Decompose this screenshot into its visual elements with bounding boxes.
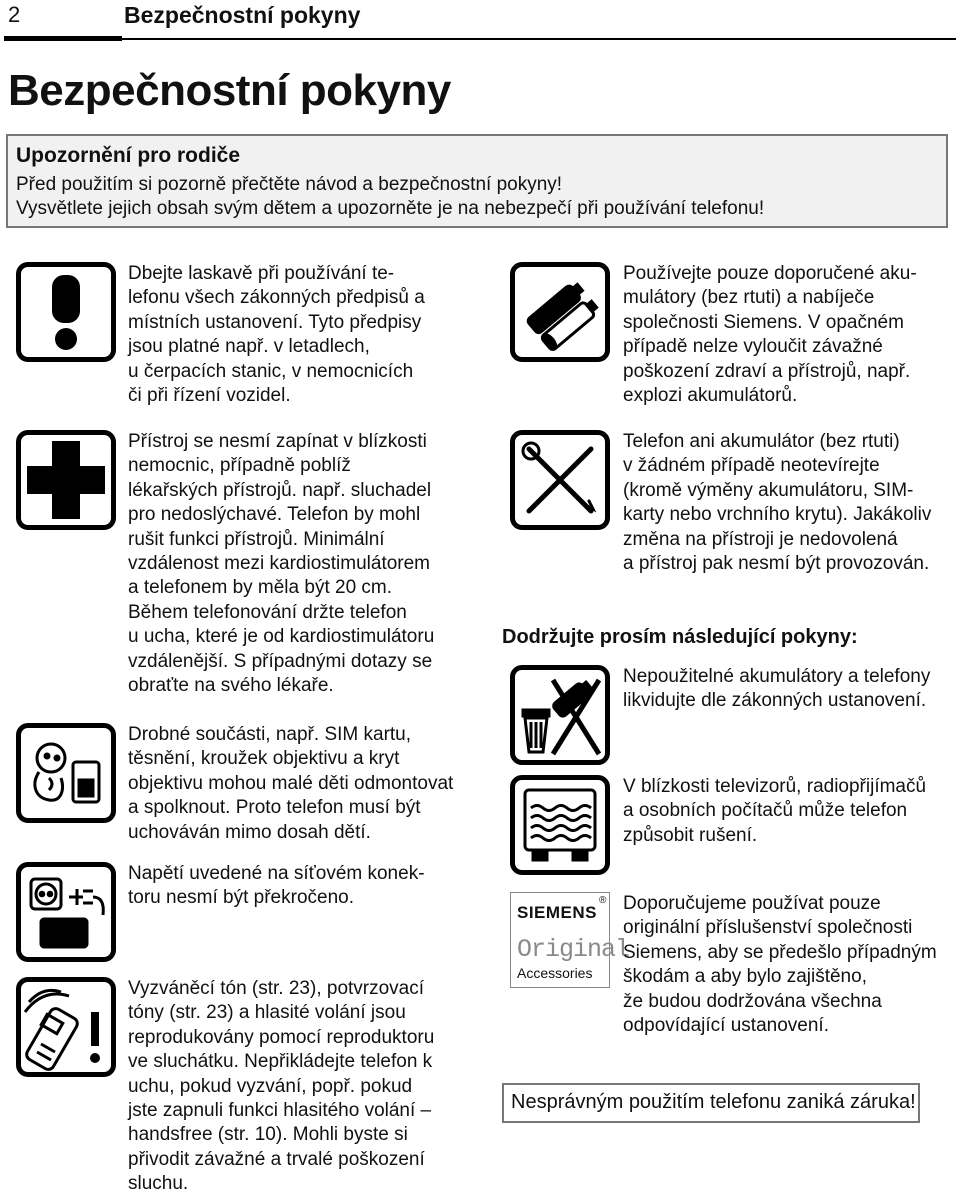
power-adapter-icon — [16, 862, 116, 962]
safety-text-do-not-open: Telefon ani akumulátor (bez rtuti) v žádném případě neotevírejte (kromě výměny akumulátoru, SIM- karty nebo vrchního krytu). Jakákoliv změna na přístroji je nedovolená a přístroj pak nesmí být provozován. — [623, 431, 932, 575]
ringing-phone-icon — [16, 977, 116, 1077]
header-rule-thick — [4, 36, 122, 41]
registered-mark: ® — [599, 895, 607, 906]
safety-text-disposal: Nepoužitelné akumulátory a telefony likvidujte dle zákonných ustanovení. — [623, 666, 931, 712]
logo-original-word: Original — [517, 935, 630, 964]
exclamation-icon — [16, 262, 116, 362]
no-trash-battery-icon — [510, 665, 610, 765]
follow-instructions-heading: Dodržujte prosím následující pokyny: — [502, 626, 858, 648]
page-number: 2 — [8, 2, 21, 27]
siemens-original-logo — [510, 892, 630, 988]
safety-text-regulations: Dbejte laskavě při používání te- lefonu všech zákonných předpisů a místních ustanovení. Tyto předpisy jsou platné např. v letadlech, u čerpacích stanic, v nemocnicích či při řízení vozidel. — [128, 263, 425, 407]
safety-text-interference: V blízkosti televizorů, radiopřijímačů a osobních počítačů může telefon způsobit rušení. — [623, 776, 927, 846]
safety-text-medical: Přístroj se nesmí zapínat v blízkosti nemocnic, případně poblíž lékařských přístrojů. např. sluchadel pro nedoslýchavé. Telefon by mohl rušit funkci přístrojů. Minimální vzdálenost mezi kardiostimulátorem a telefonem by měla být 20 cm. Během telefonování držte telefon u ucha, které je od kardiostimulátoru vzdálenější. S případnými dotazy se obraťte na svého lékaře. — [128, 431, 435, 697]
safety-text-batteries: Používejte pouze doporučené aku- mulátory (bez rtuti) a nabíječe společnosti Siemens. V opačném případě nelze vyloučit závažné poškození zdraví a přístrojů, např. explozi akumulátorů. — [623, 263, 917, 407]
safety-text-ringtone: Vyzváněcí tón (str. 23), potvrzovací tóny (str. 23) a hlasité volání jsou reprodukovány pomocí reproduktoru ve sluchátku. Nepřikládejte telefon k uchu, pokud vyzvání, popř. pokud jste zapnuli funkci hlasitého volání – handsfree (str. 10). Mohli byste si přivodit závažné a trvalé poškození sluchu. — [128, 978, 435, 1195]
no-tools-icon — [510, 430, 610, 530]
parent-notice-line: Před použitím si pozorně přečtěte návod a bezpečnostní pokyny! — [16, 174, 563, 195]
logo-brand: SIEMENS — [517, 903, 598, 922]
medical-cross-icon — [16, 430, 116, 530]
parent-notice-line: Vysvětlete jejich obsah svým dětem a upozorněte je na nebezpečí při používání telefonu! — [16, 198, 765, 219]
logo-accessories: Accessories — [517, 965, 593, 981]
tv-interference-icon — [510, 775, 610, 875]
safety-text-accessories: Doporučujeme používat pouze originální příslušenství společnosti Siemens, aby se předešlo případným škodám a aby bylo zajištěno, že budou dodržována všechna odpovídající ustanovení. — [623, 893, 937, 1037]
page-title: Bezpečnostní pokyny — [8, 66, 451, 115]
batteries-icon — [510, 262, 610, 362]
running-header: Bezpečnostní pokyny — [124, 2, 361, 28]
baby-sim-icon — [16, 723, 116, 823]
header-rule — [122, 38, 956, 40]
warranty-text: Nesprávným použitím telefonu zaniká záruka! — [511, 1091, 916, 1113]
parent-notice-heading: Upozornění pro rodiče — [16, 144, 241, 167]
safety-text-small-parts: Drobné součásti, např. SIM kartu, těsnění, kroužek objektivu a kryt objektivu mohou malé děti odmontovat a spolknout. Proto telefon musí být uchováván mimo dosah dětí. — [128, 724, 454, 843]
safety-text-voltage: Napětí uvedené na síťovém konek- toru nesmí být překročeno. — [128, 863, 425, 909]
